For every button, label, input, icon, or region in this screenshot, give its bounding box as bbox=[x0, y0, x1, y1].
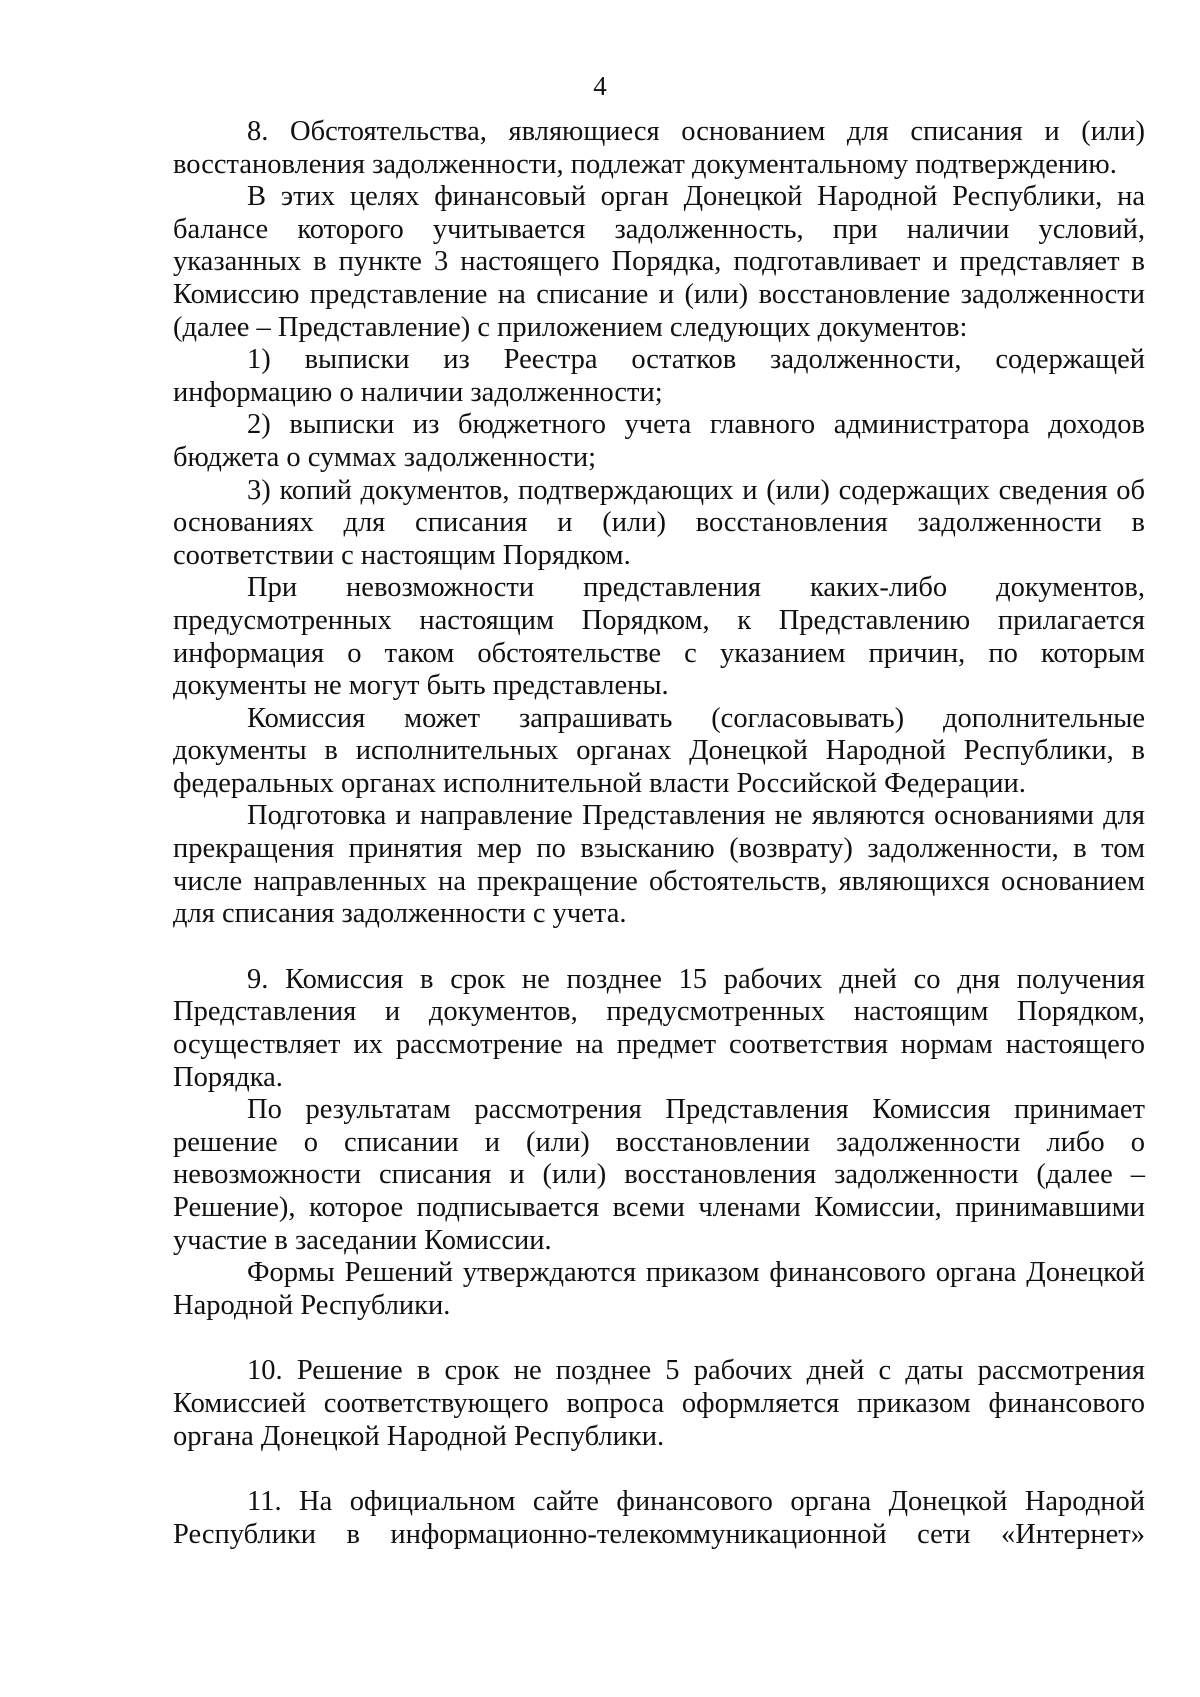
list-item-1: 1) выписки из Реестра остатков задолженности, содержащей информацию о наличии задолженности; bbox=[173, 344, 1145, 408]
paragraph-8: 8. Обстоятельства, являющиеся основанием для списания и (или) восстановления задолженности, подлежат документальному подтверждению. bbox=[173, 116, 1145, 180]
document-body bbox=[173, 116, 1145, 1551]
paragraph-8-commission-requests: Комиссия может запрашивать (согласовывать) дополнительные документы в исполнительных органах Донецкой Народной Республики, в федеральных органах исполнительной власти Российской Федерации. bbox=[173, 702, 1145, 799]
page-number: 4 bbox=[593, 71, 607, 101]
paragraph-9-forms: Формы Решений утверждаются приказом финансового органа Донецкой Народной Республики. bbox=[173, 1257, 1145, 1321]
paragraph-8-purpose: В этих целях финансовый орган Донецкой Народной Республики, на балансе которого учитывается задолженность, при наличии условий, указанных в пункте 3 настоящего Порядка, подготавливает и представляет в Комиссию представление на списание и (или) восстановление задолженности (далее – Представление) с приложением следующих документов: bbox=[173, 181, 1145, 343]
list-item-2: 2) выписки из бюджетного учета главного администратора доходов бюджета о суммах задолженности; bbox=[173, 409, 1145, 473]
section-gap bbox=[173, 931, 1145, 964]
paragraph-9-decision: По результатам рассмотрения Представления Комиссия принимает решение о списании и (или) восстановлении задолженности либо о невозможности списания и (или) восстановления задолженности (далее – Решение), которое подписывается всеми членами Комиссии, принимавшими участие в заседании Комиссии. bbox=[173, 1094, 1145, 1256]
paragraph-9: 9. Комиссия в срок не позднее 15 рабочих дней со дня получения Представления и документов, предусмотренных настоящим Порядком, осуществляет их рассмотрение на предмет соответствия нормам настоящего Порядка. bbox=[173, 963, 1145, 1093]
paragraph-8-preparation: Подготовка и направление Представления не являются основаниями для прекращения принятия мер по взысканию (возврату) задолженности, в том числе направленных на прекращение обстоятельств, являющихся основанием для списания задолженности с учета. bbox=[173, 800, 1145, 930]
list-item-3: 3) копий документов, подтверждающих и (или) содержащих сведения об основаниях для списания и (или) восстановления задолженности в соответствии с настоящим Порядком. bbox=[173, 474, 1145, 571]
section-gap bbox=[173, 1322, 1145, 1355]
paragraph-11: 11. На официальном сайте финансового органа Донецкой Народной Республики в информационно-телекоммуникационной сети «Интернет» bbox=[173, 1486, 1145, 1550]
paragraph-10: 10. Решение в срок не позднее 5 рабочих дней с даты рассмотрения Комиссией соответствующего вопроса оформляется приказом финансового органа Донецкой Народной Республики. bbox=[173, 1355, 1145, 1452]
section-gap bbox=[173, 1453, 1145, 1486]
paragraph-8-impossibility: При невозможности представления каких-либо документов, предусмотренных настоящим Порядком, к Представлению прилагается информация о таком обстоятельстве с указанием причин, по которым документы не могут быть представлены. bbox=[173, 572, 1145, 702]
